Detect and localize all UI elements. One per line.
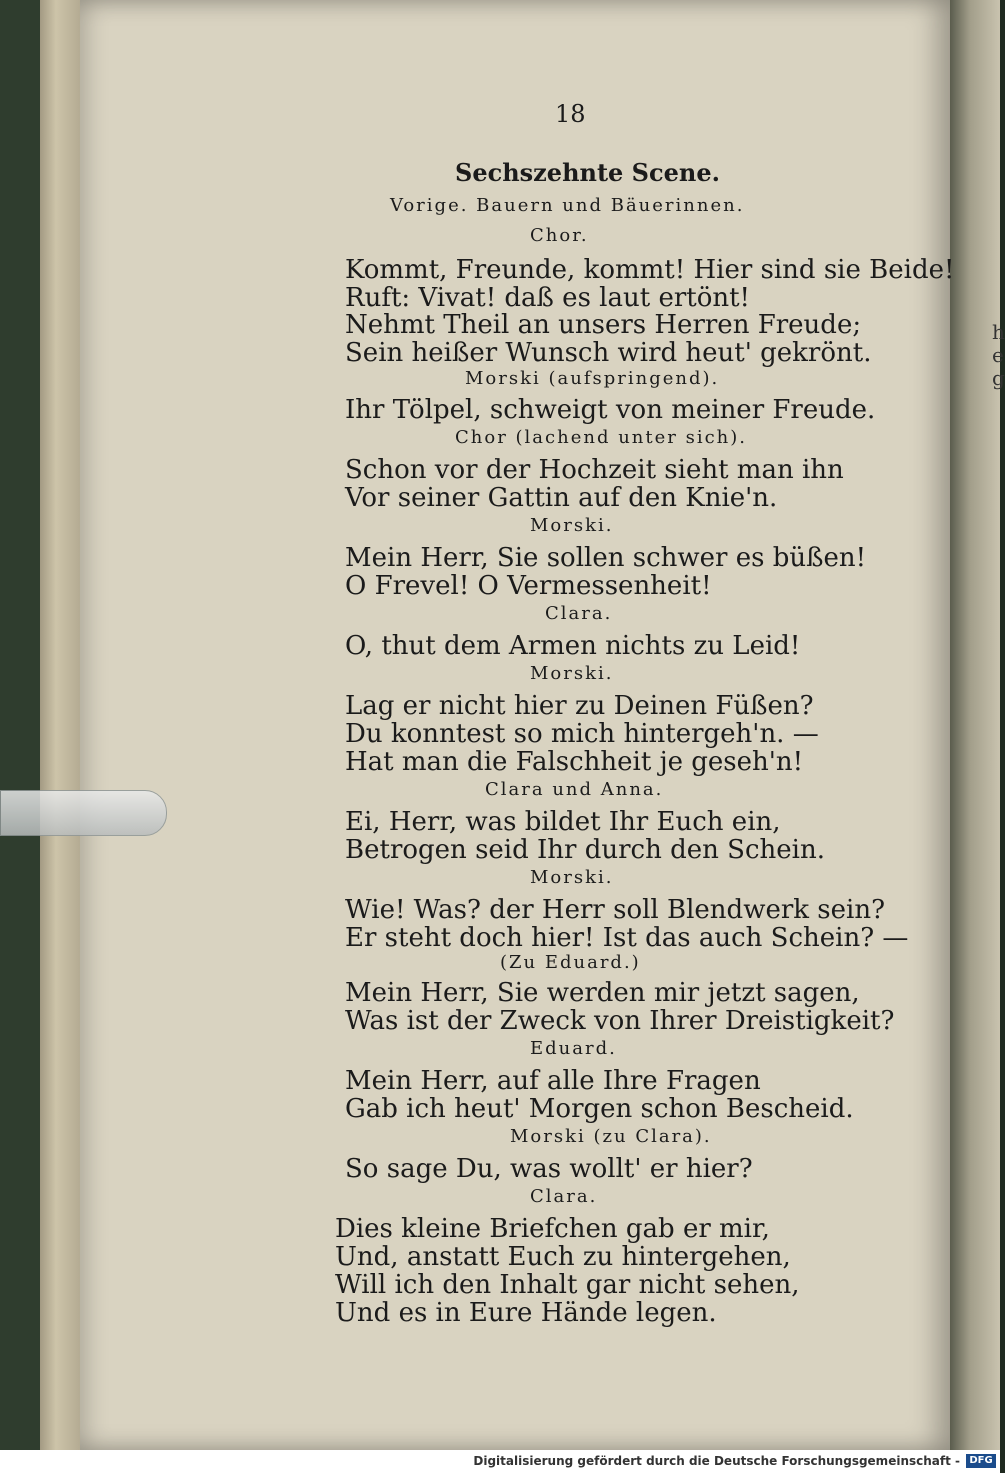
- footer-credit: Digitalisierung gefördert durch die Deutsche Forschungsgemeinschaft -: [473, 1454, 960, 1468]
- speaker-line: Clara und Anna.: [485, 779, 664, 800]
- speaker-line: Chor.: [530, 225, 589, 246]
- scene-heading: Sechszehnte Scene.: [455, 158, 720, 187]
- verse-line: Ihr Tölpel, schweigt von meiner Freude.: [345, 395, 876, 425]
- verse-line: Gab ich heut' Morgen schon Bescheid.: [345, 1094, 854, 1124]
- verse-line: Will ich den Inhalt gar nicht sehen,: [335, 1270, 800, 1300]
- verse-line: Ei, Herr, was bildet Ihr Euch ein,: [345, 807, 781, 837]
- page-stack-edge: [40, 0, 80, 1450]
- speaker-line: Morski.: [530, 867, 614, 888]
- verse-line: Betrogen seid Ihr durch den Schein.: [345, 835, 825, 865]
- speaker-line: Morski.: [530, 515, 614, 536]
- verse-line: Er steht doch hier! Ist das auch Schein? —: [345, 923, 909, 953]
- speaker-line: Morski.: [530, 663, 614, 684]
- verse-line: Vor seiner Gattin auf den Knie'n.: [345, 483, 778, 513]
- speaker-line: Eduard.: [530, 1038, 617, 1059]
- speaker-line: Vorige. Bauern und Bäuerinnen.: [390, 195, 745, 216]
- dfg-logo: DFG: [966, 1454, 996, 1468]
- verse-line: Wie! Was? der Herr soll Blendwerk sein?: [345, 895, 886, 925]
- digitization-footer: [0, 1450, 1000, 1473]
- verse-line: Was ist der Zweck von Ihrer Dreistigkeit?: [345, 1006, 895, 1036]
- verse-line: So sage Du, was wollt' er hier?: [345, 1154, 753, 1184]
- facing-page-fragment: e: [992, 343, 1004, 367]
- verse-line: Mein Herr, Sie sollen schwer es büßen!: [345, 543, 867, 573]
- verse-line: Mein Herr, Sie werden mir jetzt sagen,: [345, 978, 860, 1008]
- verse-line: Mein Herr, auf alle Ihre Fragen: [345, 1066, 761, 1096]
- speaker-line: Clara.: [530, 1186, 598, 1207]
- plastic-page-marker: [0, 790, 167, 836]
- facing-page-fragment: g: [992, 366, 1005, 390]
- facing-page-fragment: h: [992, 320, 1005, 344]
- verse-line: Du konntest so mich hintergeh'n. —: [345, 719, 819, 749]
- verse-line: Und es in Eure Hände legen.: [335, 1298, 717, 1328]
- speaker-line: (Zu Eduard.): [500, 952, 641, 973]
- facing-page-edge: [950, 0, 1005, 1450]
- verse-line: Hat man die Falschheit je geseh'n!: [345, 747, 804, 777]
- verse-line: Und, anstatt Euch zu hintergehen,: [335, 1242, 791, 1272]
- speaker-line: Clara.: [545, 603, 613, 624]
- speaker-line: Chor (lachend unter sich).: [455, 427, 748, 448]
- verse-line: Nehmt Theil an unsers Herren Freude;: [345, 310, 862, 340]
- verse-line: Lag er nicht hier zu Deinen Füßen?: [345, 691, 814, 721]
- verse-line: Schon vor der Hochzeit sieht man ihn: [345, 455, 844, 485]
- verse-line: Kommt, Freunde, kommt! Hier sind sie Beide!: [345, 255, 955, 285]
- verse-line: O Frevel! O Vermessenheit!: [345, 571, 712, 601]
- verse-line: Sein heißer Wunsch wird heut' gekrönt.: [345, 338, 872, 368]
- speaker-line: Morski (zu Clara).: [510, 1126, 712, 1147]
- verse-line: O, thut dem Armen nichts zu Leid!: [345, 631, 801, 661]
- speaker-line: Morski (aufspringend).: [465, 368, 720, 389]
- verse-line: Ruft: Vivat! daß es laut ertönt!: [345, 283, 751, 313]
- verse-line: Dies kleine Briefchen gab er mir,: [335, 1214, 770, 1244]
- page-number: 18: [555, 100, 586, 128]
